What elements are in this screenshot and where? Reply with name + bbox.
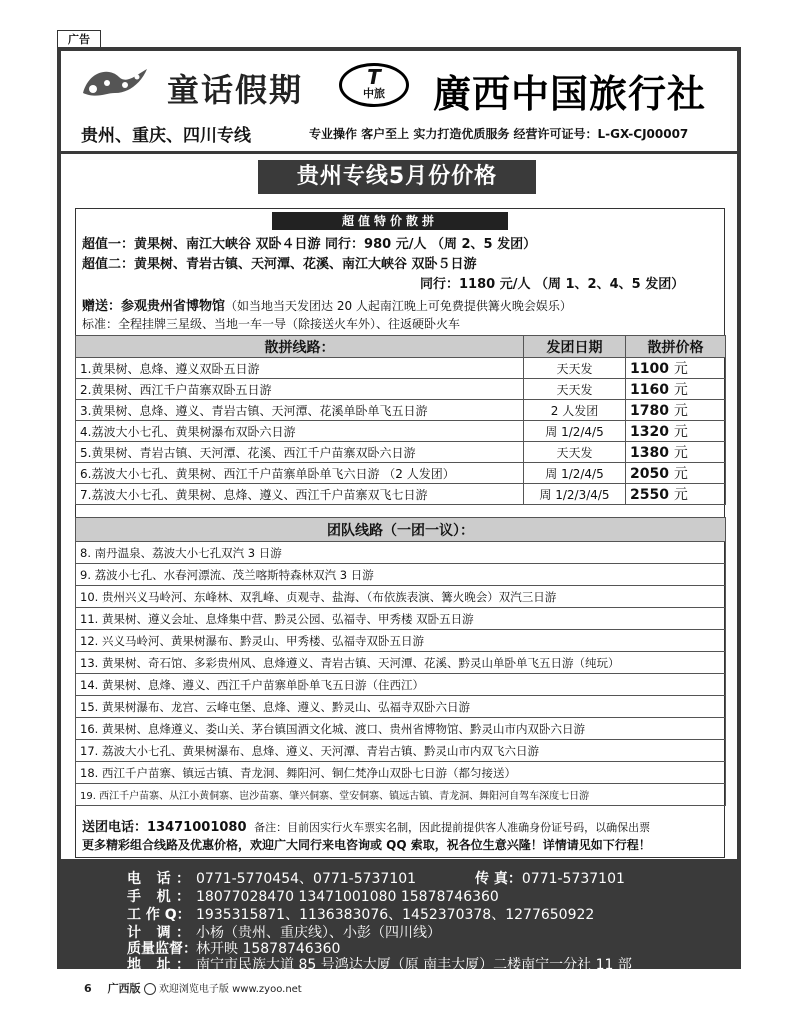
price-unit: 元 xyxy=(673,445,688,461)
mobile-row xyxy=(127,886,499,906)
header-date: 发团日期 xyxy=(524,336,626,358)
table-row xyxy=(76,484,726,505)
price-cell xyxy=(626,442,726,463)
team-cell: 16. 黄果树、息烽遵义、娄山关、茅台镇国酒文化城、渡口、贵州省博物馆、黔灵山市内双卧六日游 xyxy=(76,718,726,740)
price-value: 1320 xyxy=(630,424,669,440)
fairy-logo-icon xyxy=(79,63,151,105)
qq-label: 工 作 Q： xyxy=(127,907,191,923)
deal-two-price: 同行：1180 元/人 （周 1、2、4、5 发团） xyxy=(420,277,685,292)
main-content xyxy=(61,154,737,859)
team-cell: 13. 黄果树、奇石馆、多彩贵州风、息烽遵义、青岩古镇、天河潭、花溪、黔灵山单卧单飞五日游（纯玩） xyxy=(76,652,726,674)
standard-line: 标准：全程挂牌三星级、当地一车一导（除接送火车外）、往返硬卧火车 xyxy=(82,317,461,331)
price-cell xyxy=(626,358,726,379)
team-row xyxy=(76,586,726,608)
route-cell: 3.黄果树、息烽、遵义、青岩古镇、天河潭、花溪单卧单飞五日游 xyxy=(76,400,524,421)
price-cell xyxy=(626,400,726,421)
coord-value: 小杨（贵州、重庆线）、小彭（四川线） xyxy=(196,925,441,941)
fax-value: 0771-5737101 xyxy=(521,871,625,887)
cits-mark: T xyxy=(367,65,381,89)
team-cell: 18. 西江千户苗寨、镇远古镇、青龙洞、舞阳河、铜仁梵净山双卧七日游（都匀接送） xyxy=(76,762,726,784)
route-cell: 5.黄果树、青岩古镇、天河潭、花溪、西江千户苗寨双卧六日游 xyxy=(76,442,524,463)
route-cell: 4.荔波大小七孔、黄果树瀑布双卧六日游 xyxy=(76,421,524,442)
date-cell: 周 1/2/3/4/5 xyxy=(524,484,626,505)
coord-label: 计 调： xyxy=(127,925,190,941)
team-row xyxy=(76,564,726,586)
team-row xyxy=(76,784,726,806)
price-unit: 元 xyxy=(673,487,688,503)
mobile-label: 手 机： xyxy=(127,889,190,905)
route-cell: 1.黄果树、息烽、遵义双卧五日游 xyxy=(76,358,524,379)
date-cell: 天天发 xyxy=(524,442,626,463)
team-row xyxy=(76,696,726,718)
contact-panel xyxy=(61,862,737,973)
price-unit: 元 xyxy=(673,403,688,419)
edition-logo-icon xyxy=(144,983,156,995)
route-cell: 7.荔波大小七孔、黄果树、息烽、遵义、西江千户苗寨双飞七日游 xyxy=(76,484,524,505)
quality-value: 林开映 15878746360 xyxy=(196,941,341,957)
team-header-cell: 团队线路（一团一议）： xyxy=(76,518,726,542)
slogan: 专业操作 客户至上 实力打造优质服务 经营许可证号：L-GX-CJ00007 xyxy=(309,127,689,141)
team-cell: 12. 兴义马岭河、黄果树瀑布、黔灵山、甲秀楼、弘福寺双卧五日游 xyxy=(76,630,726,652)
page-bottom xyxy=(84,980,302,996)
team-row xyxy=(76,608,726,630)
address-row xyxy=(127,954,632,974)
deal-two: 超值二：黄果树、青岩古镇、天河潭、花溪、南江大峡谷 双卧５日游 xyxy=(82,257,477,272)
team-row xyxy=(76,674,726,696)
price-table xyxy=(75,335,726,505)
table-row xyxy=(76,442,726,463)
team-row xyxy=(76,718,726,740)
mobile-value: 18077028470 13471001080 15878746360 xyxy=(196,889,499,905)
route-cell: 2.黄果树、西江千户苗寨双卧五日游 xyxy=(76,379,524,400)
table-row xyxy=(76,421,726,442)
team-cell: 15. 黄果树瀑布、龙宫、云峰屯堡、息烽、遵义、黔灵山、弘福寺双卧六日游 xyxy=(76,696,726,718)
header-route: 散拼线路： xyxy=(76,336,524,358)
price-cell xyxy=(626,484,726,505)
table-row xyxy=(76,463,726,484)
team-cell: 14. 黄果树、息烽、遵义、西江千户苗寨单卧单飞五日游（住西江） xyxy=(76,674,726,696)
route-cell: 6.荔波大小七孔、黄果树、西江千户苗寨单卧单飞六日游 （2 人发团） xyxy=(76,463,524,484)
date-cell: 周 1/2/4/5 xyxy=(524,421,626,442)
date-cell: 天天发 xyxy=(524,358,626,379)
fax-label: 传 真： xyxy=(475,871,522,887)
ad-header xyxy=(61,51,737,151)
header-price: 散拼价格 xyxy=(626,336,726,358)
welcome-text: 欢迎浏览电子版 www.zyoo.net xyxy=(158,984,302,995)
price-unit: 元 xyxy=(673,361,688,377)
address-value: 南宁市民族大道 85 号鸿达大厦（原 南丰大厦）二楼南宁一分社 11 部 xyxy=(196,957,632,973)
team-table xyxy=(75,517,726,806)
team-cell: 8. 南丹温泉、荔波大小七孔双汽 3 日游 xyxy=(76,542,726,564)
qq-value: 1935315871、1136383076、1452370378、1277650922 xyxy=(196,907,595,923)
send-phone: 送团电话：13471001080 xyxy=(82,820,247,835)
fax-row xyxy=(475,868,625,888)
footer-note-line xyxy=(82,816,650,835)
price-value: 1780 xyxy=(630,403,669,419)
team-row xyxy=(76,630,726,652)
team-header xyxy=(76,518,726,542)
gift-note: （如当地当天发团达 20 人起南江晚上可免费提供篝火晚会娱乐） xyxy=(225,299,572,313)
phone-value: 0771-5770454、0771-5737101 xyxy=(196,871,417,887)
phone-label: 电 话： xyxy=(127,871,190,887)
cits-logo xyxy=(339,63,409,107)
cits-sub: 中旅 xyxy=(363,87,385,100)
team-row xyxy=(76,740,726,762)
table-header xyxy=(76,336,726,358)
edition-label: 广西版 xyxy=(107,982,141,995)
price-value: 1100 xyxy=(630,361,669,377)
address-label: 地 址： xyxy=(127,957,190,973)
qq-row xyxy=(127,904,594,924)
ad-tag: 广告 xyxy=(57,30,101,49)
table-row xyxy=(76,358,726,379)
team-row xyxy=(76,652,726,674)
date-cell: 2 人发团 xyxy=(524,400,626,421)
team-cell: 10. 贵州兴义马岭河、东峰林、双乳峰、贞观寺、盐海、（布依族表演、篝火晚会）双汽三日游 xyxy=(76,586,726,608)
table-row xyxy=(76,400,726,421)
team-cell: 11. 黄果树、遵义会址、息烽集中营、黔灵公园、弘福寺、甲秀楼 双卧五日游 xyxy=(76,608,726,630)
team-cell: 17. 荔波大小七孔、黄果树瀑布、息烽、遵义、天河潭、青岩古镇、黔灵山市内双飞六日游 xyxy=(76,740,726,762)
price-cell xyxy=(626,379,726,400)
phone-row xyxy=(127,868,416,888)
team-row xyxy=(76,762,726,784)
gift-label: 赠送：参观贵州省博物馆 xyxy=(82,299,226,314)
brand-name: 童话假期 xyxy=(167,71,304,109)
price-box xyxy=(75,208,725,858)
price-cell xyxy=(626,463,726,484)
page-number: 6 xyxy=(84,982,92,995)
route-line: 贵州、重庆、四川专线 xyxy=(81,126,251,146)
special-banner: 超值特价散拼 xyxy=(272,212,508,230)
price-value: 1380 xyxy=(630,445,669,461)
page-title: 贵州专线5月份价格 xyxy=(258,160,536,194)
company-name: 廣西中国旅行社 xyxy=(433,71,707,116)
price-value: 2050 xyxy=(630,466,669,482)
price-value: 2550 xyxy=(630,487,669,503)
footer-more: 更多精彩组合线路及优惠价格，欢迎广大同行来电咨询或 QQ 索取，祝各位生意兴隆！详情请见如下行程！ xyxy=(82,838,651,852)
price-unit: 元 xyxy=(673,382,688,398)
deal-one: 超值一：黄果树、南江大峡谷 双卧４日游 同行：980 元/人 （周 2、5 发团） xyxy=(82,237,537,252)
price-unit: 元 xyxy=(673,466,688,482)
gift-line xyxy=(82,295,572,314)
price-value: 1160 xyxy=(630,382,669,398)
team-row xyxy=(76,542,726,564)
date-cell: 周 1/2/4/5 xyxy=(524,463,626,484)
table-row xyxy=(76,379,726,400)
price-cell xyxy=(626,421,726,442)
team-cell: 19. 西江千户苗寨、从江小黄侗寨、岜沙苗寨、肇兴侗寨、堂安侗寨、镇远古镇、青龙洞、舞阳河自驾车深度七日游 xyxy=(76,784,726,806)
remark: 备注：目前因实行火车票实名制，因此提前提供客人准确身份证号码，以确保出票 xyxy=(254,821,651,834)
date-cell: 天天发 xyxy=(524,379,626,400)
price-unit: 元 xyxy=(673,424,688,440)
team-cell: 9. 荔波小七孔、水春河漂流、茂兰喀斯特森林双汽 3 日游 xyxy=(76,564,726,586)
quality-label: 质量监督： xyxy=(127,941,197,957)
